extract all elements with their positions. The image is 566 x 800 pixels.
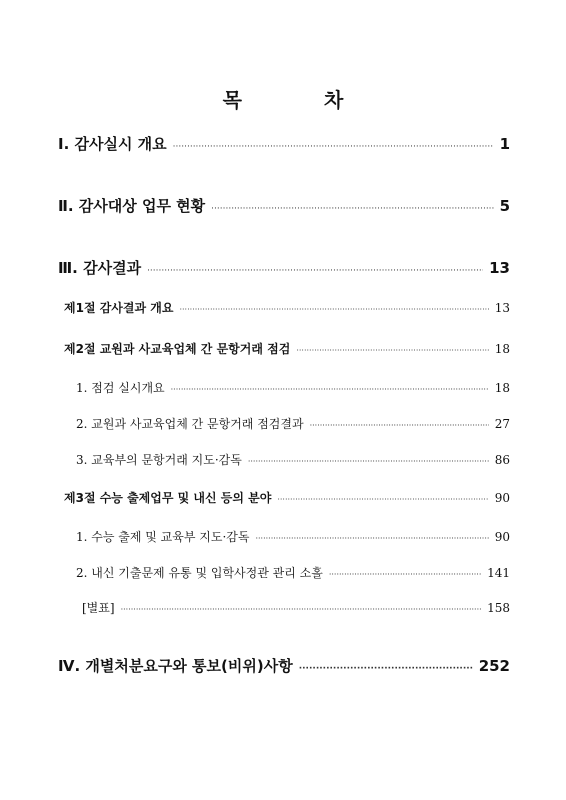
toc-label: Ⅲ. 감사결과	[58, 259, 142, 277]
toc-leader	[255, 534, 488, 543]
toc-page: 90	[494, 530, 510, 544]
toc-label: 제3절 수능 출제업무 및 내신 등의 분야	[64, 491, 272, 505]
toc-label: [별표]	[82, 601, 115, 615]
toc-page: 252	[478, 657, 510, 675]
toc-entry-chapter-1[interactable]	[58, 133, 510, 154]
toc-entry-chapter-4[interactable]	[58, 655, 510, 676]
toc-entry-item-3-1[interactable]	[76, 528, 510, 545]
toc-entry-item-2-3[interactable]	[76, 451, 510, 468]
toc-page: 18	[494, 342, 510, 356]
toc-leader	[299, 664, 473, 674]
toc-page: 141	[487, 566, 510, 580]
toc-label: 1. 점검 실시개요	[76, 381, 165, 395]
toc-leader	[173, 142, 494, 152]
toc-leader	[171, 385, 489, 394]
toc-entry-item-2-1[interactable]	[76, 379, 510, 396]
toc-page: 158	[487, 601, 510, 615]
toc-page: 1	[499, 135, 510, 153]
toc-leader	[147, 266, 483, 276]
toc-leader	[329, 570, 481, 579]
toc-label: Ⅰ. 감사실시 개요	[58, 135, 167, 153]
toc-leader	[296, 346, 488, 355]
title-part-2: 차	[324, 88, 344, 112]
title-part-1: 목	[222, 88, 242, 112]
page-title	[0, 84, 566, 113]
toc-page: 90	[494, 491, 510, 505]
toc-entry-item-2-2[interactable]	[76, 415, 510, 432]
toc-entry-section-2[interactable]	[64, 340, 510, 357]
toc-entry-appendix[interactable]	[82, 599, 510, 616]
toc-leader	[248, 457, 489, 466]
toc-leader	[179, 305, 488, 314]
toc-page: 27	[494, 417, 510, 431]
toc-page: 86	[494, 453, 510, 467]
toc-entry-chapter-3[interactable]	[58, 257, 510, 278]
toc-page: 13	[494, 301, 510, 315]
toc-label: 제2절 교원과 사교육업체 간 문항거래 점검	[64, 342, 291, 356]
toc-page: 18	[494, 381, 510, 395]
toc-leader	[211, 204, 493, 214]
toc-entry-item-3-2[interactable]	[76, 564, 510, 581]
toc-label: Ⅳ. 개별처분요구와 통보(비위)사항	[58, 657, 293, 675]
toc-page: 5	[499, 197, 510, 215]
toc-leader	[121, 605, 482, 614]
toc-leader	[277, 495, 488, 504]
toc-label: 2. 내신 기출문제 유통 및 입학사정관 관리 소홀	[76, 566, 323, 580]
toc-page: 13	[489, 259, 510, 277]
toc-entry-section-3[interactable]	[64, 489, 510, 506]
toc-label: 제1절 감사결과 개요	[64, 301, 174, 315]
toc-label: Ⅱ. 감사대상 업무 현황	[58, 197, 206, 215]
toc-leader	[310, 421, 489, 430]
toc-label: 1. 수능 출제 및 교육부 지도·감독	[76, 530, 250, 544]
toc-label: 2. 교원과 사교육업체 간 문항거래 점검결과	[76, 417, 304, 431]
toc-entry-section-1[interactable]	[64, 299, 510, 316]
toc-label: 3. 교육부의 문항거래 지도·감독	[76, 453, 242, 467]
toc-entry-chapter-2[interactable]	[58, 195, 510, 216]
